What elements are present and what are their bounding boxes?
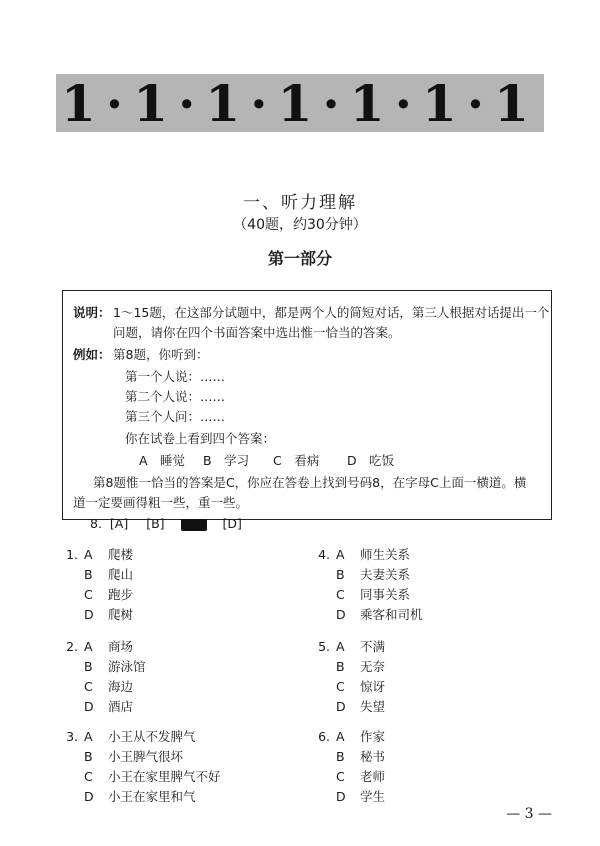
option-text: 不满	[360, 639, 386, 654]
option-letter: B	[84, 567, 93, 582]
option-text: 无奈	[360, 659, 386, 674]
option-text: 乘客和司机	[360, 607, 423, 622]
option-letter: B	[84, 659, 93, 674]
example-option-d: D 吃饭	[347, 453, 395, 468]
example-option-b: B 学习	[203, 453, 250, 468]
example-label: 例如：	[73, 347, 111, 362]
see-text: 你在试卷上看到四个答案：	[125, 431, 276, 446]
option-text: 失望	[360, 699, 386, 714]
example-option-c: C 看病	[273, 453, 320, 468]
option-text: 同事关系	[360, 587, 411, 602]
option-letter: C	[84, 769, 93, 784]
option-letter: A	[84, 547, 93, 562]
speaker-3: 第三个人问：……	[125, 409, 226, 424]
option-letter: B	[336, 749, 345, 764]
option-text: 爬山	[108, 567, 134, 582]
instructions-box	[62, 290, 552, 520]
question-number: 2.	[66, 639, 78, 654]
explain-line-1: 第8题惟一恰当的答案是C，你应在答卷上找到号码8，在字母C上面一横道。横	[93, 475, 527, 490]
option-letter: D	[336, 789, 346, 804]
answer-sheet-example	[90, 514, 242, 534]
option-letter: A	[84, 639, 93, 654]
option-text: 作家	[360, 729, 386, 744]
banner-text: 1·1·1·1·1·1·1	[61, 73, 539, 133]
option-text: 海边	[108, 679, 134, 694]
speaker-1: 第一个人说：……	[125, 369, 226, 384]
question-1	[50, 545, 133, 625]
option-letter: B	[84, 749, 93, 764]
option-text: 商场	[108, 639, 134, 654]
question-number: 1.	[66, 547, 78, 562]
option-text: 小王从不发脾气	[108, 729, 196, 744]
section-subtitle: （40题，约30分钟）	[233, 217, 367, 233]
question-number: 6.	[318, 729, 330, 744]
option-text: 游泳馆	[108, 659, 146, 674]
option-text: 酒店	[108, 699, 134, 714]
note-line-1: 1～15题，在这部分试题中，都是两个人的简短对话，第三人根据对话提出一个	[113, 305, 550, 320]
example-intro: 第8题，你听到：	[113, 347, 209, 362]
option-text: 老师	[360, 769, 386, 784]
sheet-option-a: [A]	[109, 516, 129, 531]
option-letter: A	[336, 639, 345, 654]
option-text: 爬树	[108, 607, 134, 622]
option-letter: B	[336, 659, 345, 674]
speaker-2: 第二个人说：……	[125, 389, 226, 404]
option-text: 跑步	[108, 587, 134, 602]
question-number: 3.	[66, 729, 78, 744]
option-letter: D	[336, 699, 346, 714]
option-letter: B	[336, 567, 345, 582]
option-letter: C	[336, 587, 345, 602]
option-letter: C	[84, 587, 93, 602]
note-line-2: 问题，请你在四个书面答案中选出惟一恰当的答案。	[113, 325, 401, 340]
question-6	[302, 727, 385, 807]
example-option-a: A 睡觉	[139, 453, 186, 468]
option-letter: A	[336, 547, 345, 562]
option-letter: D	[84, 607, 94, 622]
option-text: 小王脾气很坏	[108, 749, 184, 764]
question-4	[302, 545, 423, 625]
note-label: 说明：	[73, 305, 111, 320]
option-text: 师生关系	[360, 547, 411, 562]
section-title: 一、听力理解	[243, 193, 357, 213]
option-letter: D	[336, 607, 346, 622]
explain-line-2: 道一定要画得粗一些，重一些。	[73, 495, 249, 510]
part-title: 第一部分	[267, 249, 332, 268]
question-2	[50, 637, 146, 717]
question-number: 4.	[318, 547, 330, 562]
sheet-option-c-filled	[181, 519, 207, 531]
page-number: — 3 —	[506, 806, 552, 822]
question-3	[50, 727, 221, 807]
option-text: 学生	[360, 789, 386, 804]
header-banner	[56, 74, 544, 132]
option-letter: D	[84, 789, 94, 804]
option-letter: C	[336, 769, 345, 784]
option-text: 惊讶	[360, 679, 386, 694]
option-letter: C	[84, 679, 93, 694]
sheet-option-b: [B]	[146, 516, 165, 531]
option-letter: A	[84, 729, 93, 744]
option-letter: D	[84, 699, 94, 714]
option-letter: A	[336, 729, 345, 744]
sheet-option-d: [D]	[222, 516, 242, 531]
option-text: 夫妻关系	[360, 567, 411, 582]
sheet-number: 8.	[90, 516, 102, 531]
option-letter: C	[336, 679, 345, 694]
option-text: 小王在家里脾气不好	[108, 769, 221, 784]
option-text: 小王在家里和气	[108, 789, 196, 804]
option-text: 爬楼	[108, 547, 134, 562]
question-5	[302, 637, 385, 717]
question-number: 5.	[318, 639, 330, 654]
option-text: 秘书	[360, 749, 386, 764]
